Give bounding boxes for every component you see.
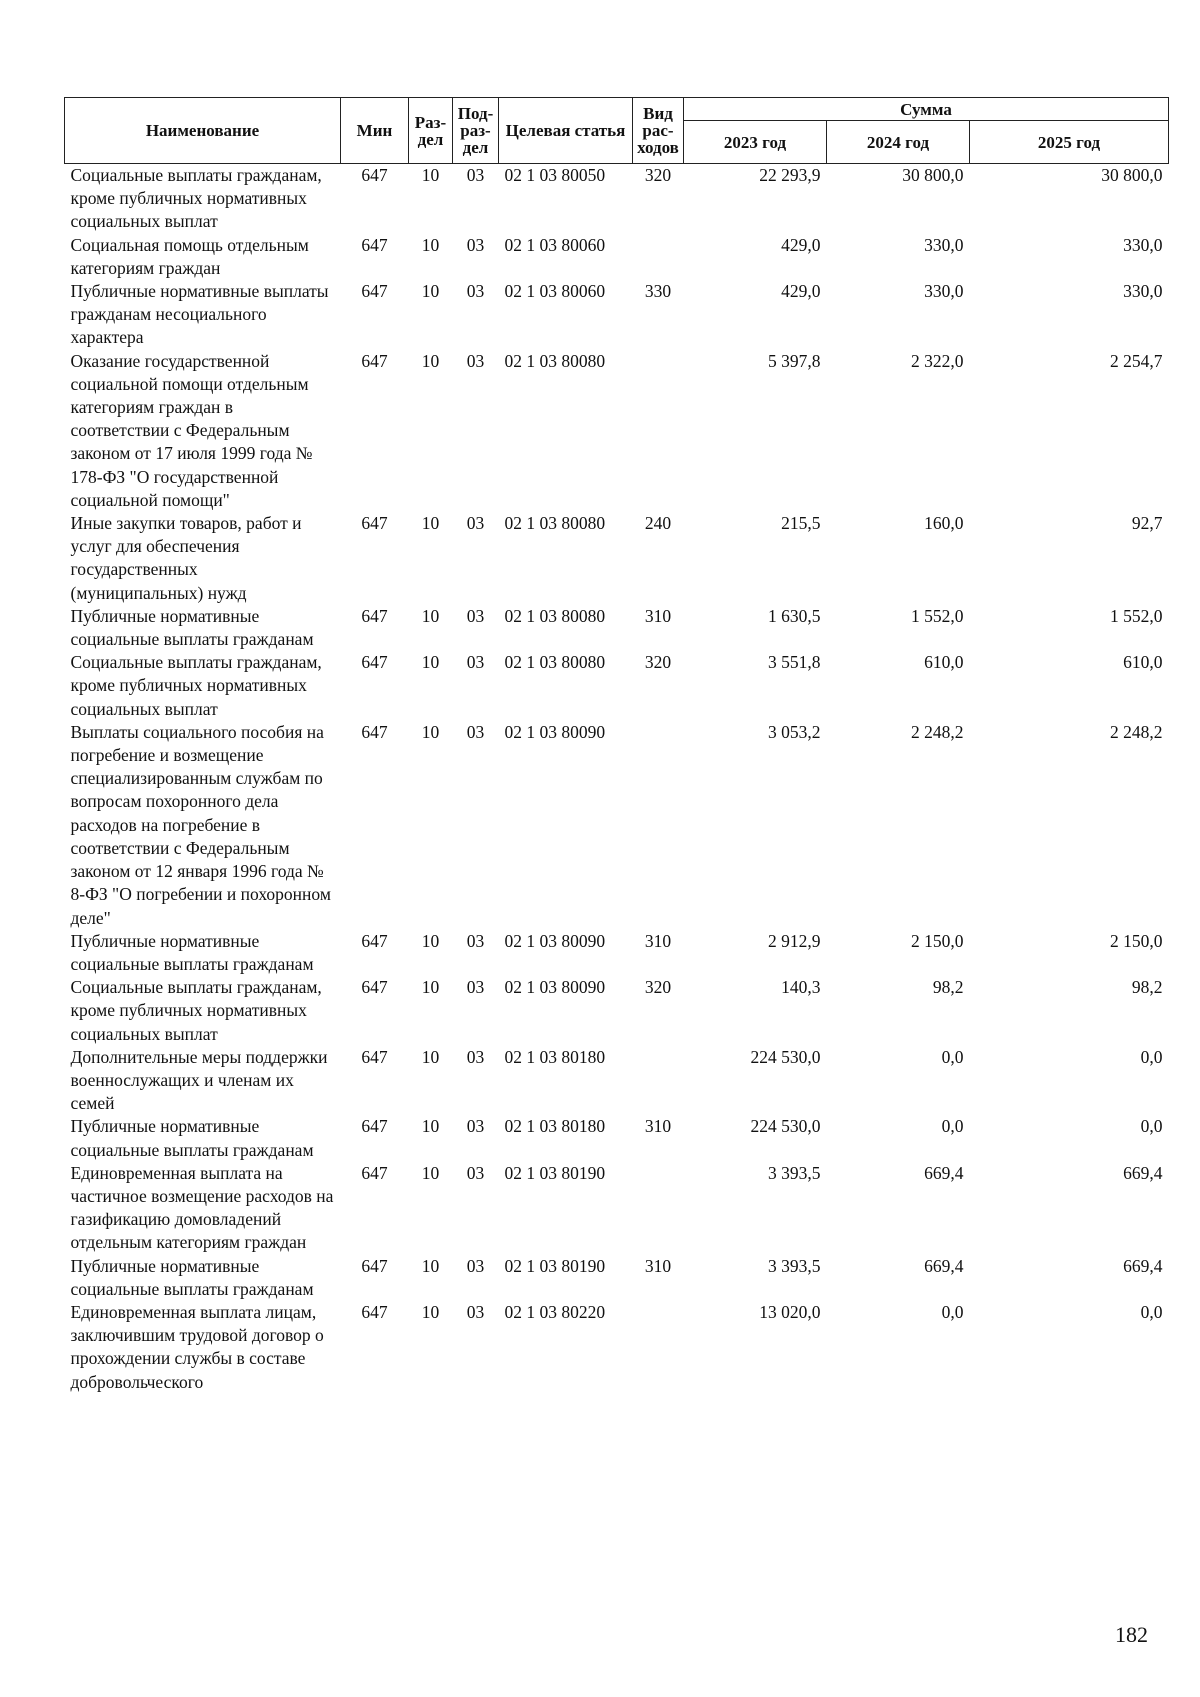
row-2025: 0,0 (1140, 1046, 1163, 1067)
row-razdel: 10 (421, 350, 440, 371)
row-name: Публичные нормативные выплаты гражданам несоциального характера (70, 281, 329, 348)
row-vid (633, 350, 684, 512)
row-2024: 98,2 (932, 977, 964, 998)
row-2024: 610,0 (924, 652, 964, 673)
table-row (65, 976, 1169, 1046)
budget-table (64, 97, 1169, 1394)
table-row (65, 721, 1169, 930)
row-2023: 224 530,0 (750, 1116, 821, 1137)
row-2025: 669,4 (1123, 1162, 1163, 1183)
table-row (65, 1162, 1169, 1255)
row-name: Социальные выплаты гражданам, кроме публичных нормативных социальных выплат (70, 977, 322, 1044)
row-2024: 30 800,0 (902, 165, 964, 185)
row-2023: 5 397,8 (768, 350, 821, 371)
row-target: 02 1 03 80180 (504, 1046, 606, 1067)
row-target: 02 1 03 80220 (504, 1301, 606, 1322)
row-target: 02 1 03 80050 (504, 165, 606, 185)
row-razdel: 10 (421, 1301, 440, 1322)
table-row (65, 280, 1169, 350)
row-2024: 0,0 (941, 1046, 964, 1067)
row-2023: 2 912,9 (768, 930, 821, 951)
row-2023: 22 293,9 (759, 165, 821, 185)
row-name: Единовременная выплата лицам, заключившим трудовой договор о прохождении службы в составе добровольческого (70, 1301, 324, 1392)
row-2025: 2 150,0 (1110, 930, 1163, 951)
row-2025: 92,7 (1131, 513, 1163, 534)
row-razdel: 10 (421, 930, 440, 951)
table-row (65, 350, 1169, 512)
row-name: Иные закупки товаров, работ и услуг для обеспечения государственных (муниципальных) нужд (70, 513, 302, 603)
row-min: 647 (361, 1116, 388, 1137)
row-podrazdel: 03 (466, 1255, 485, 1276)
header-2023: 2023 год (684, 121, 827, 164)
row-2024: 2 150,0 (911, 930, 964, 951)
row-vid: 330 (644, 281, 672, 302)
row-2025: 2 248,2 (1110, 721, 1163, 742)
row-2025: 330,0 (1123, 281, 1163, 302)
row-2023: 3 393,5 (768, 1162, 821, 1183)
row-2023: 3 551,8 (768, 652, 821, 673)
row-target: 02 1 03 80080 (504, 652, 606, 673)
row-vid: 310 (644, 930, 672, 951)
row-2025: 0,0 (1140, 1301, 1163, 1322)
row-name: Социальные выплаты гражданам, кроме публичных нормативных социальных выплат (70, 165, 322, 232)
row-vid: 320 (644, 165, 672, 185)
row-2024: 2 322,0 (911, 350, 964, 371)
row-podrazdel: 03 (466, 350, 485, 371)
row-podrazdel: 03 (466, 1046, 485, 1067)
row-razdel: 10 (421, 1116, 440, 1137)
row-podrazdel: 03 (466, 652, 485, 673)
row-2024: 0,0 (941, 1301, 964, 1322)
row-name: Социальные выплаты гражданам, кроме публичных нормативных социальных выплат (70, 652, 322, 719)
row-min: 647 (361, 605, 388, 626)
row-2023: 3 053,2 (768, 721, 821, 742)
row-name: Публичные нормативные социальные выплаты гражданам (70, 605, 314, 650)
row-min: 647 (361, 1046, 388, 1067)
row-min: 647 (361, 977, 388, 998)
header-2025: 2025 год (970, 121, 1169, 164)
row-2024: 1 552,0 (911, 605, 964, 626)
row-2025: 0,0 (1140, 1116, 1163, 1137)
row-min: 647 (361, 1301, 388, 1322)
table-row (65, 930, 1169, 976)
row-min: 647 (361, 513, 388, 534)
row-min: 647 (361, 165, 388, 185)
row-2023: 13 020,0 (759, 1301, 821, 1322)
row-name: Публичные нормативные социальные выплаты гражданам (70, 1255, 314, 1299)
row-2025: 330,0 (1123, 234, 1163, 255)
row-min: 647 (361, 281, 388, 302)
table-row (65, 512, 1169, 605)
row-min: 647 (361, 721, 388, 742)
row-2023: 140,3 (781, 977, 821, 998)
row-target: 02 1 03 80090 (504, 721, 606, 742)
row-vid (633, 234, 684, 280)
table-row (65, 605, 1169, 651)
row-2025: 1 552,0 (1110, 605, 1163, 626)
row-target: 02 1 03 80090 (504, 977, 606, 998)
row-razdel: 10 (421, 977, 440, 998)
row-podrazdel: 03 (466, 1162, 485, 1183)
row-podrazdel: 03 (466, 513, 485, 534)
row-2023: 215,5 (781, 513, 821, 534)
row-min: 647 (361, 1162, 388, 1183)
row-razdel: 10 (421, 234, 440, 255)
row-vid: 320 (644, 977, 672, 998)
row-razdel: 10 (421, 605, 440, 626)
table-row (65, 164, 1169, 234)
row-razdel: 10 (421, 513, 440, 534)
row-vid (633, 1162, 684, 1255)
row-razdel: 10 (421, 1162, 440, 1183)
row-target: 02 1 03 80080 (504, 513, 606, 534)
row-min: 647 (361, 652, 388, 673)
row-2025: 30 800,0 (1101, 165, 1163, 185)
row-target: 02 1 03 80080 (504, 350, 606, 371)
row-target: 02 1 03 80060 (504, 281, 606, 302)
row-target: 02 1 03 80060 (504, 234, 606, 255)
row-razdel: 10 (421, 1046, 440, 1067)
row-min: 647 (361, 350, 388, 371)
table-row (65, 651, 1169, 721)
row-vid: 240 (644, 513, 672, 534)
row-name: Публичные нормативные социальные выплаты гражданам (70, 930, 314, 974)
row-2024: 330,0 (924, 281, 964, 302)
row-vid: 310 (644, 605, 672, 626)
row-2023: 1 630,5 (768, 605, 821, 626)
row-razdel: 10 (421, 281, 440, 302)
row-vid: 310 (644, 1116, 672, 1137)
row-2024: 2 248,2 (911, 721, 964, 742)
row-target: 02 1 03 80190 (504, 1255, 606, 1276)
row-target: 02 1 03 80190 (504, 1162, 606, 1183)
header-target: Целевая статья (499, 98, 633, 164)
row-razdel: 10 (421, 652, 440, 673)
row-2024: 160,0 (924, 513, 964, 534)
header-razdel: Раз-дел (409, 98, 453, 164)
row-2023: 429,0 (781, 234, 821, 255)
row-name: Единовременная выплата на частичное возмещение расходов на газификацию домовладений отдельным категориям граждан (70, 1162, 334, 1253)
row-2025: 2 254,7 (1110, 350, 1163, 371)
page-number: 182 (1115, 1622, 1148, 1647)
row-vid (633, 1301, 684, 1394)
header-min: Мин (341, 98, 409, 164)
row-2024: 669,4 (924, 1162, 964, 1183)
row-target: 02 1 03 80080 (504, 605, 606, 626)
row-podrazdel: 03 (466, 605, 485, 626)
row-podrazdel: 03 (466, 1116, 485, 1137)
row-vid (633, 721, 684, 930)
row-vid: 310 (644, 1255, 672, 1276)
row-podrazdel: 03 (466, 721, 485, 742)
table-row (65, 1301, 1169, 1394)
header-name: Наименование (65, 98, 341, 164)
row-2025: 98,2 (1131, 977, 1163, 998)
row-min: 647 (361, 1255, 388, 1276)
row-target: 02 1 03 80090 (504, 930, 606, 951)
row-2025: 669,4 (1123, 1255, 1163, 1276)
header-2024: 2024 год (827, 121, 970, 164)
row-razdel: 10 (421, 165, 440, 185)
row-podrazdel: 03 (466, 977, 485, 998)
row-2024: 0,0 (941, 1116, 964, 1137)
row-2024: 330,0 (924, 234, 964, 255)
row-min: 647 (361, 930, 388, 951)
row-2023: 429,0 (781, 281, 821, 302)
row-name: Выплаты социального пособия на погребение и возмещение специализированным службам по вопросам похоронного дела расходов на погребение в соответствии с Федеральным законом от 12 января 1996 года № 8-ФЗ "О погребении и похоронном деле" (70, 721, 331, 928)
row-target: 02 1 03 80180 (504, 1116, 606, 1137)
row-2023: 3 393,5 (768, 1255, 821, 1276)
table-row (65, 1115, 1169, 1161)
row-name: Дополнительные меры поддержки военнослужащих и членам их семей (70, 1046, 328, 1114)
row-2025: 610,0 (1123, 652, 1163, 673)
row-podrazdel: 03 (466, 165, 485, 185)
row-vid: 320 (644, 652, 672, 673)
row-razdel: 10 (421, 1255, 440, 1276)
row-podrazdel: 03 (466, 1301, 485, 1322)
row-min: 647 (361, 234, 388, 255)
table-row (65, 234, 1169, 280)
row-podrazdel: 03 (466, 234, 485, 255)
row-name: Оказание государственной социальной помощи отдельным категориям граждан в соответствии с Федеральным законом от 17 июля 1999 года № 178-ФЗ "О государственной социальной помощи" (70, 350, 313, 510)
row-razdel: 10 (421, 721, 440, 742)
row-name: Публичные нормативные социальные выплаты гражданам (70, 1116, 314, 1160)
table-row (65, 1255, 1169, 1301)
header-vid: Вид рас-ходов (633, 98, 684, 164)
row-2024: 669,4 (924, 1255, 964, 1276)
table-body (65, 164, 1169, 1394)
row-2023: 224 530,0 (750, 1046, 821, 1067)
row-podrazdel: 03 (466, 281, 485, 302)
header-sum: Сумма (684, 98, 1169, 121)
row-podrazdel: 03 (466, 930, 485, 951)
header-podrazdel: Под-раз-дел (453, 98, 499, 164)
row-vid (633, 1046, 684, 1116)
row-name: Социальная помощь отдельным категориям граждан (70, 234, 309, 278)
table-row (65, 1046, 1169, 1116)
